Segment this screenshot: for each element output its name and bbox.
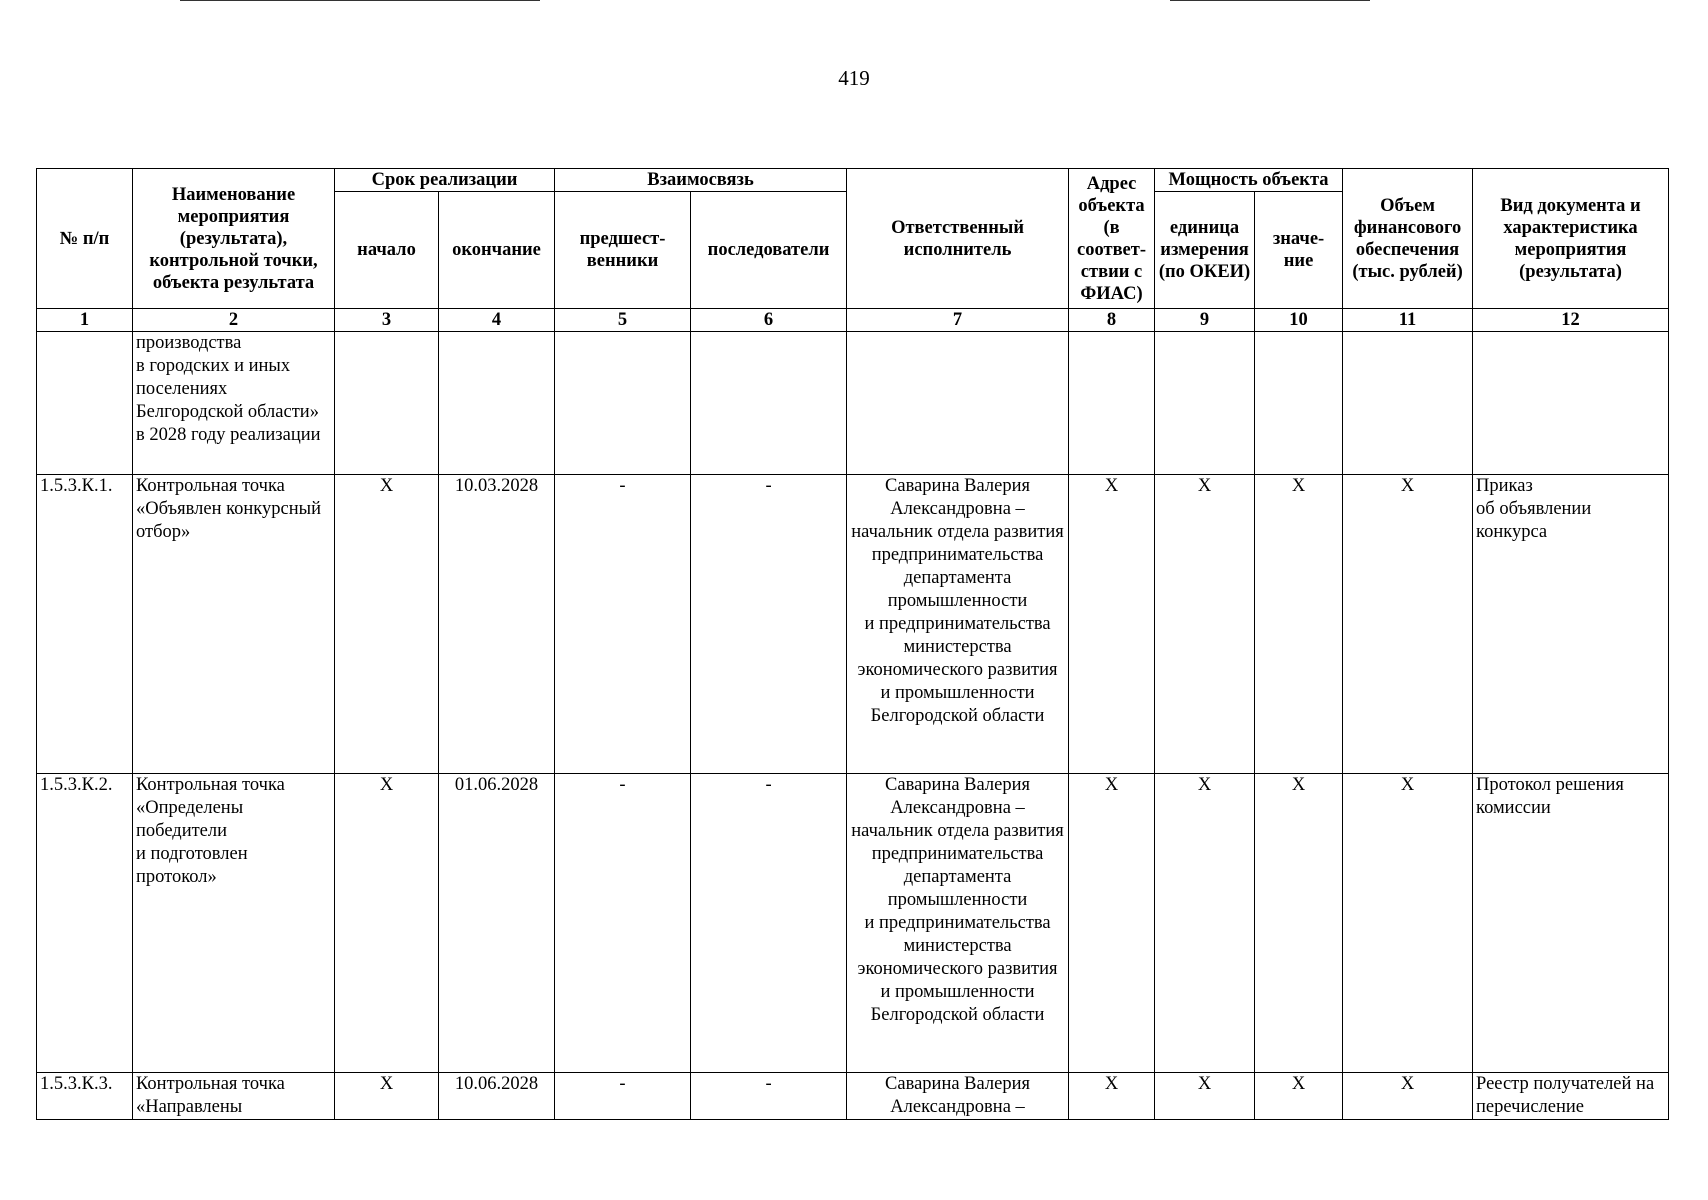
row-finance: X xyxy=(1343,1073,1473,1120)
header-capacity-value: значе- ние xyxy=(1255,192,1343,309)
row-address: X xyxy=(1069,475,1155,774)
row-unit: X xyxy=(1155,475,1255,774)
header-term-group: Срок реализации xyxy=(335,169,555,192)
header-capacity-group: Мощность объекта xyxy=(1155,169,1343,192)
empty-cell xyxy=(439,332,555,475)
row-start: X xyxy=(335,475,439,774)
header-term-start: начало xyxy=(335,192,439,309)
header-link-prev: предшест- венники xyxy=(555,192,691,309)
header-link-next: последователи xyxy=(691,192,847,309)
empty-cell xyxy=(1473,332,1669,475)
header-name: Наименование мероприятия (результата), контрольной точки, объекта результата xyxy=(133,169,335,309)
row-start: X xyxy=(335,774,439,1073)
row-next: - xyxy=(691,475,847,774)
header-capacity-unit: единица измерения (по ОКЕИ) xyxy=(1155,192,1255,309)
row-num: 1.5.3.К.3. xyxy=(37,1073,133,1120)
row-prev: - xyxy=(555,774,691,1073)
row-finance: X xyxy=(1343,475,1473,774)
table-row xyxy=(37,774,1669,1073)
row-next: - xyxy=(691,1073,847,1120)
header-num: № п/п xyxy=(37,169,133,309)
page-number: 419 xyxy=(838,66,870,90)
column-number: 11 xyxy=(1343,309,1473,332)
row-value: X xyxy=(1255,475,1343,774)
table-row xyxy=(37,1073,1669,1120)
empty-cell xyxy=(1155,332,1255,475)
row-address: X xyxy=(1069,1073,1155,1120)
row-doc: Реестр получателей на перечисление xyxy=(1473,1073,1669,1120)
row-executor: Саварина Валерия Александровна – xyxy=(847,1073,1069,1120)
empty-cell xyxy=(1255,332,1343,475)
row-start: X xyxy=(335,1073,439,1120)
column-number: 2 xyxy=(133,309,335,332)
column-number-row xyxy=(37,309,1669,332)
column-number: 6 xyxy=(691,309,847,332)
row-finance: X xyxy=(1343,774,1473,1073)
row-end: 10.03.2028 xyxy=(439,475,555,774)
row-doc: Протокол решения комиссии xyxy=(1473,774,1669,1073)
column-number: 1 xyxy=(37,309,133,332)
row-unit: X xyxy=(1155,1073,1255,1120)
row-end: 01.06.2028 xyxy=(439,774,555,1073)
header-row-top xyxy=(37,169,1669,192)
empty-cell xyxy=(335,332,439,475)
row-doc: Приказ об объявлении конкурса xyxy=(1473,475,1669,774)
header-executor: Ответственный исполнитель xyxy=(847,169,1069,309)
row-prev: - xyxy=(555,475,691,774)
scan-artifact-line xyxy=(1170,0,1370,1)
header-address: Адрес объекта (в соответ- ствии с ФИАС) xyxy=(1069,169,1155,309)
row-num: 1.5.3.К.2. xyxy=(37,774,133,1073)
row-value: X xyxy=(1255,774,1343,1073)
row-name: Контрольная точка «Определены победители и подготовлен протокол» xyxy=(133,774,335,1073)
plan-table xyxy=(36,168,1669,1120)
table-row xyxy=(37,475,1669,774)
row-executor: Саварина Валерия Александровна – начальник отдела развития предпринимательства департамента промышленности и предпринимательства министерства экономического развития и промышленности Белгородской области xyxy=(847,475,1069,774)
row-end: 10.06.2028 xyxy=(439,1073,555,1120)
column-number: 3 xyxy=(335,309,439,332)
row-name: Контрольная точка «Направлены xyxy=(133,1073,335,1120)
scan-artifact-line xyxy=(180,0,540,1)
empty-cell xyxy=(691,332,847,475)
continuation-text: производства в городских и иных поселениях Белгородской области» в 2028 году реализации xyxy=(133,332,335,475)
empty-cell xyxy=(37,332,133,475)
empty-cell xyxy=(1343,332,1473,475)
column-number: 10 xyxy=(1255,309,1343,332)
header-term-end: окончание xyxy=(439,192,555,309)
column-number: 9 xyxy=(1155,309,1255,332)
row-value: X xyxy=(1255,1073,1343,1120)
column-number: 5 xyxy=(555,309,691,332)
column-number: 12 xyxy=(1473,309,1669,332)
row-next: - xyxy=(691,774,847,1073)
header-finance: Объем финансового обеспечения (тыс. рублей) xyxy=(1343,169,1473,309)
continuation-row xyxy=(37,332,1669,475)
row-num: 1.5.3.К.1. xyxy=(37,475,133,774)
column-number: 7 xyxy=(847,309,1069,332)
column-number: 8 xyxy=(1069,309,1155,332)
header-link-group: Взаимосвязь xyxy=(555,169,847,192)
row-executor: Саварина Валерия Александровна – начальник отдела развития предпринимательства департамента промышленности и предпринимательства министерства экономического развития и промышленности Белгородской области xyxy=(847,774,1069,1073)
row-unit: X xyxy=(1155,774,1255,1073)
empty-cell xyxy=(847,332,1069,475)
row-prev: - xyxy=(555,1073,691,1120)
empty-cell xyxy=(1069,332,1155,475)
row-name: Контрольная точка «Объявлен конкурсный отбор» xyxy=(133,475,335,774)
column-number: 4 xyxy=(439,309,555,332)
header-doc: Вид документа и характеристика мероприятия (результата) xyxy=(1473,169,1669,309)
row-address: X xyxy=(1069,774,1155,1073)
empty-cell xyxy=(555,332,691,475)
